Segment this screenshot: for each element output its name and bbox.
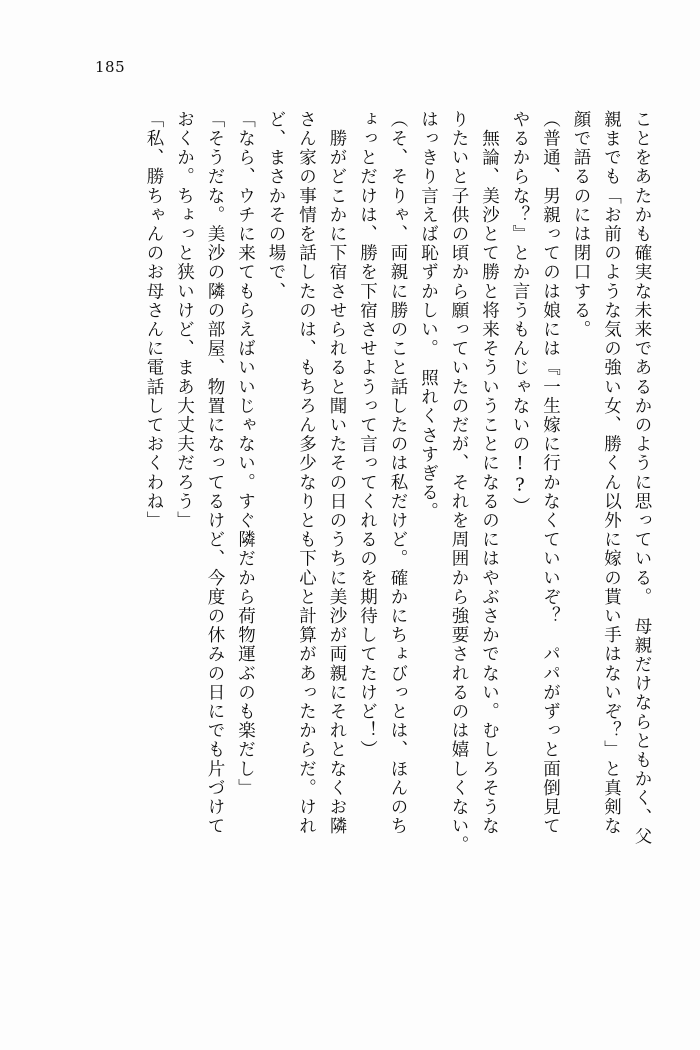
- text-line: さん家の事情を話したのは、もちろん多少なりとも下心と計算があったからだ。けれ: [296, 110, 317, 836]
- text-line: ど、まさかその場で、: [266, 110, 286, 301]
- text-line: 「私、勝ちゃんのお母さんに電話しておくわね」: [144, 110, 164, 531]
- text-line: 顔で語るのには閉口する。: [571, 110, 591, 340]
- vertical-text-body: [60, 110, 650, 990]
- text-line: はっきり言えば恥ずかしい。 照れくさすぎる。: [418, 110, 439, 522]
- text-line: （そ、そりゃ、両親に勝のこと話したのは私だけど。確かにちょびっとは、ほんのち: [388, 110, 408, 836]
- text-line: ことをあたかも確実な未来であるかのように思っている。 母親だけならともかく、父: [632, 110, 652, 847]
- text-line: やるからな？』とか言うもんじゃないの!?）: [510, 110, 530, 517]
- page-number: 185: [95, 58, 126, 76]
- text-line: ょっとだけは、勝を下宿させようって言ってくれるのを期待してたけど！）: [357, 110, 378, 760]
- text-line: 「そうだな。美沙の隣の部屋、物置になってるけど、今度の休みの日にでも片づけて: [205, 110, 225, 836]
- text-line: 無論、美沙とて勝と将来そういうことになるのにはやぶさかでない。むしろそうな: [479, 110, 500, 836]
- text-line: 勝がどこかに下宿させられると聞いたその日のうちに美沙が両親にそれとなくお隣: [327, 110, 347, 836]
- text-line: おくか。ちょっと狭いけど、まあ大丈夫だろう」: [174, 110, 195, 531]
- text-line: 「なら、ウチに来てもらえばいいじゃない。すぐ隣だから荷物運ぶのも楽だし」: [235, 110, 256, 798]
- text-line: （普通、男親ってのは娘には『一生嫁に行かなくていいぞ？ パパがずっと面倒見て: [540, 110, 561, 836]
- text-line: りたいと子供の頃から願っていたのだが、それを周囲から強要されるのは嬉しくない。: [449, 110, 469, 855]
- text-line: 親までも「お前のような気の強い女、勝くん以外に嫁の貰い手はないぞ？」と真剣な: [601, 110, 622, 836]
